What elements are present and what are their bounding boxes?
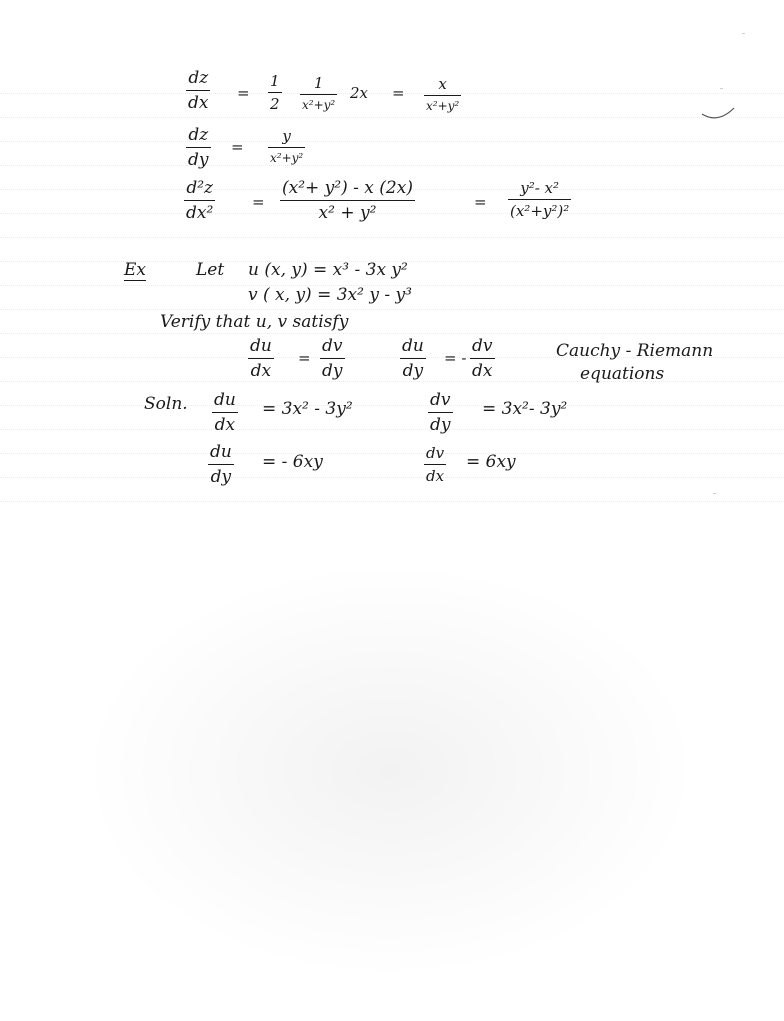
dv-dx-fraction	[424, 446, 446, 484]
fraction-bar	[428, 412, 453, 413]
equals-sign: =	[474, 193, 487, 211]
fraction-numerator: du	[250, 336, 272, 356]
fraction-denominator: 2	[270, 95, 280, 113]
du-dx-fraction	[248, 338, 274, 380]
fraction-denominator: x² + y²	[318, 203, 377, 223]
fraction-denominator: dy	[402, 361, 424, 381]
du-dy-fraction	[400, 338, 426, 380]
du-dy-value: = - 6xy	[262, 452, 323, 472]
dv-dx-fraction	[470, 338, 495, 380]
fraction-bar	[470, 358, 495, 359]
d2z-dx2-fraction	[184, 180, 215, 222]
fraction-numerator: d²z	[186, 178, 213, 198]
result-fraction	[268, 129, 305, 164]
equations-label: equations	[580, 364, 665, 384]
fraction-bar	[186, 90, 210, 91]
quotient-rule-fraction	[280, 180, 415, 222]
fraction-bar	[508, 199, 571, 200]
scan-speck	[742, 33, 745, 34]
factor-2x: 2x	[350, 84, 369, 102]
ruled-line	[0, 501, 784, 502]
fraction-bar	[248, 358, 274, 359]
pen-mark	[700, 104, 736, 122]
fraction-denominator: dy	[188, 150, 209, 170]
ruled-line	[0, 381, 784, 382]
ruled-line	[0, 141, 784, 142]
fraction-denominator: dx	[472, 361, 493, 381]
fraction-denominator: dx²	[186, 203, 214, 223]
equals-sign: =	[231, 138, 244, 156]
dv-dx-value: = 6xy	[466, 452, 516, 472]
fraction-numerator: dv	[472, 336, 493, 356]
result-fraction	[508, 181, 571, 219]
dv-dy-fraction	[428, 392, 453, 434]
fraction-denominator: x²+y²	[302, 98, 336, 112]
ruled-line	[0, 165, 784, 166]
du-dy-fraction	[208, 444, 234, 486]
fraction-denominator: x²+y²	[270, 151, 304, 165]
fraction-numerator: y	[282, 127, 291, 145]
reciprocal-fraction	[300, 76, 337, 111]
fraction-denominator: dy	[210, 467, 232, 487]
let-word: Let	[196, 260, 225, 280]
dz-dy-fraction	[186, 127, 211, 169]
dz-dx-fraction	[186, 70, 210, 112]
ruled-line	[0, 333, 784, 334]
equals-sign: =	[298, 349, 311, 367]
fraction-bar	[212, 412, 238, 413]
fraction-numerator: dz	[188, 68, 209, 88]
page-shadow	[80, 560, 700, 980]
ruled-line	[0, 237, 784, 238]
equals-sign: =	[252, 193, 265, 211]
fraction-denominator: dy	[430, 415, 451, 435]
fraction-bar	[268, 147, 305, 148]
verify-statement: Verify that u, v satisfy	[160, 312, 349, 332]
cauchy-riemann-label: Cauchy - Riemann	[556, 341, 714, 361]
fraction-numerator: dv	[426, 444, 445, 462]
fraction-denominator: dx	[426, 467, 445, 485]
example-label: Ex	[124, 260, 146, 280]
dv-dy-value: = 3x²- 3y²	[482, 399, 568, 419]
scan-speck	[713, 493, 716, 494]
fraction-bar	[208, 464, 234, 465]
du-dx-value: = 3x² - 3y²	[262, 399, 353, 419]
fraction-bar	[280, 200, 415, 201]
fraction-bar	[268, 92, 282, 93]
fraction-numerator: dv	[322, 336, 343, 356]
one-half-fraction	[268, 74, 282, 112]
ruled-line	[0, 477, 784, 478]
fraction-bar	[300, 94, 337, 95]
du-dx-fraction	[212, 392, 238, 434]
ruled-line	[0, 429, 784, 430]
solution-label: Soln.	[144, 394, 188, 414]
fraction-bar	[424, 464, 446, 465]
ruled-line	[0, 453, 784, 454]
result-fraction	[424, 77, 461, 112]
fraction-denominator: (x²+y²)²	[510, 202, 570, 220]
fraction-bar	[320, 358, 345, 359]
fraction-bar	[184, 200, 215, 201]
fraction-numerator: 1	[313, 74, 324, 92]
equals-sign: =	[237, 84, 250, 102]
fraction-numerator: dz	[188, 125, 209, 145]
scan-speck	[720, 88, 723, 89]
fraction-numerator: du	[402, 336, 424, 356]
equals-minus-sign: = -	[444, 349, 467, 367]
ruled-line	[0, 117, 784, 118]
v-definition: v ( x, y) = 3x² y - y³	[248, 285, 412, 305]
fraction-numerator: du	[210, 442, 232, 462]
fraction-numerator: x	[438, 75, 447, 93]
fraction-numerator: du	[214, 390, 236, 410]
fraction-denominator: dx	[214, 415, 236, 435]
fraction-denominator: dy	[322, 361, 343, 381]
fraction-numerator: y²- x²	[520, 179, 560, 197]
fraction-numerator: dv	[430, 390, 451, 410]
fraction-denominator: x²+y²	[426, 99, 460, 113]
ruled-line	[0, 405, 784, 406]
fraction-numerator: (x²+ y²) - x (2x)	[282, 178, 413, 198]
fraction-denominator: dx	[188, 93, 209, 113]
ruled-line	[0, 309, 784, 310]
fraction-numerator: 1	[270, 72, 280, 90]
dv-dy-fraction	[320, 338, 345, 380]
u-definition: u (x, y) = x³ - 3x y²	[248, 260, 408, 280]
fraction-bar	[400, 358, 426, 359]
fraction-bar	[186, 147, 211, 148]
fraction-denominator: dx	[250, 361, 272, 381]
equals-sign: =	[392, 84, 405, 102]
fraction-bar	[424, 95, 461, 96]
